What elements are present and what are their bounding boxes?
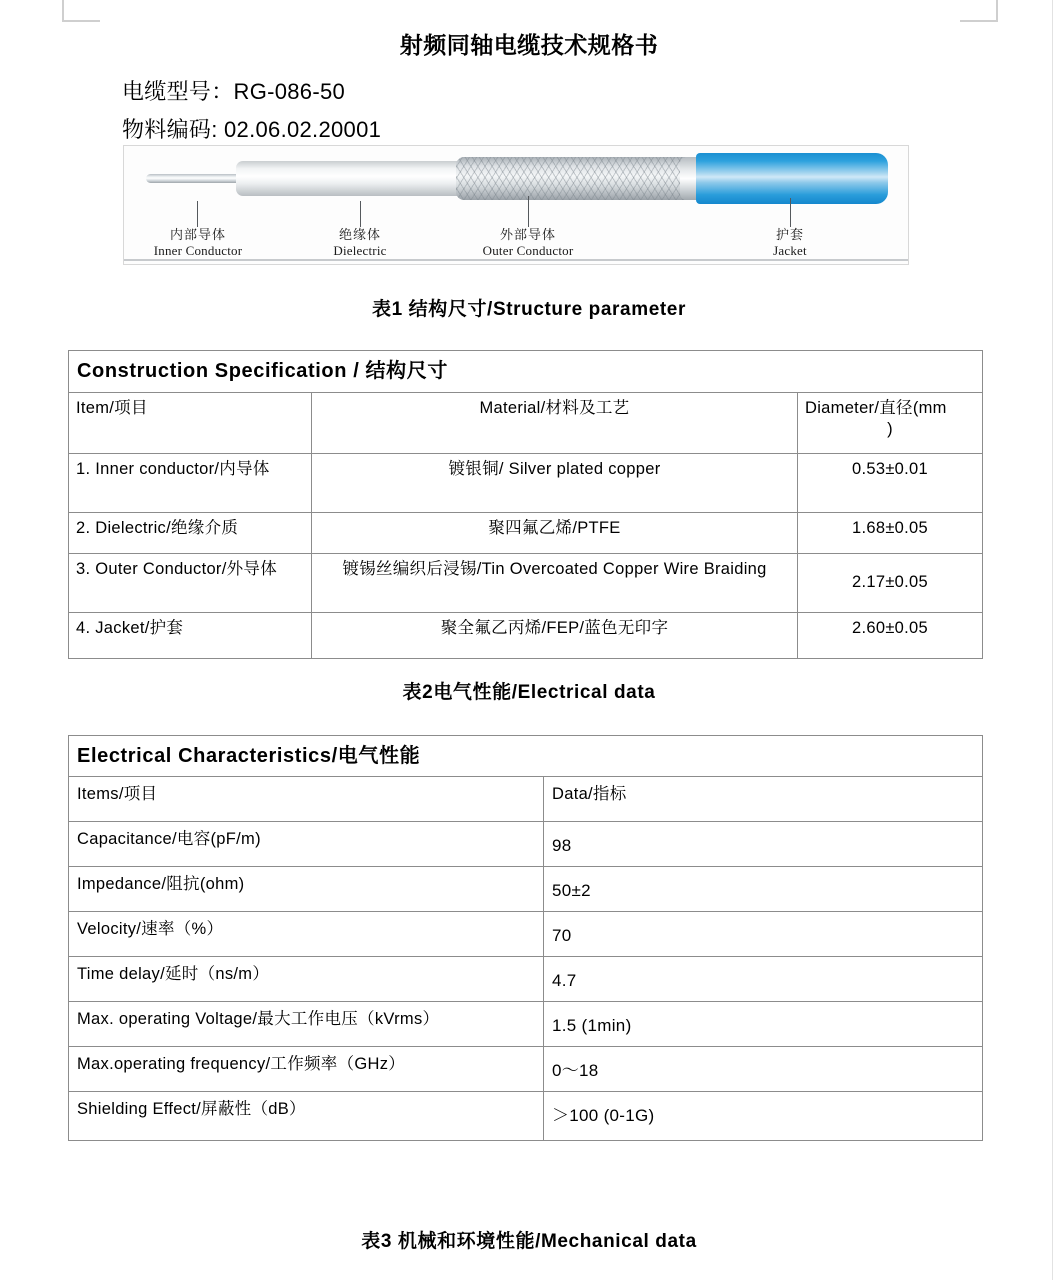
figure-bottom-rule	[124, 259, 908, 261]
table1-caption: 表1 结构尺寸/Structure parameter	[372, 299, 686, 320]
table1-row2-item: 2. Dielectric/绝缘介质	[69, 513, 312, 554]
table1-row3-item: 3. Outer Conductor/外导体	[69, 554, 312, 613]
table2-row5-data: 1.5 (1min)	[544, 1002, 983, 1047]
table2-row6-data: 0～18	[544, 1047, 983, 1092]
material-code-line: 物料编码: 02.06.02.20001	[122, 117, 382, 142]
table2-row4-data: 4.7	[544, 957, 983, 1002]
cable-model-line: 电缆型号：RG-086-50	[122, 79, 346, 104]
figure-label-inner-conductor: 内部导体 Inner Conductor	[153, 228, 243, 259]
table1-banner-row	[69, 351, 983, 393]
table-row	[69, 1092, 983, 1141]
table-row	[69, 1002, 983, 1047]
table1-row3-diameter: 2.17±0.05	[798, 554, 983, 613]
table2-header-items: Items/项目	[69, 777, 544, 822]
document-title: 射频同轴电缆技术规格书	[399, 32, 659, 58]
page-edge-line-right	[1052, 0, 1053, 1280]
figure-label-outer-conductor: 外部导体 Outer Conductor	[482, 228, 574, 259]
table2-row4-item: Time delay/延时（ns/m）	[69, 957, 544, 1002]
table1-header-row	[69, 393, 983, 454]
table1-header-material: Material/材料及工艺	[312, 393, 798, 454]
table1-header-diameter: Diameter/直径(mm )	[798, 393, 983, 454]
table-row	[69, 867, 983, 912]
table1-row1-diameter: 0.53±0.01	[798, 454, 983, 513]
table1-row4-diameter: 2.60±0.05	[798, 613, 983, 659]
dielectric-segment	[236, 161, 466, 196]
table1-banner: Construction Specification / 结构尺寸	[69, 351, 983, 393]
table2-row3-data: 70	[544, 912, 983, 957]
table1-header-item: Item/项目	[69, 393, 312, 454]
outer-conductor-braid-segment	[456, 157, 698, 200]
leader-line-jacket	[790, 198, 791, 227]
inner-conductor-segment	[146, 174, 241, 183]
table1-row2-material: 聚四氟乙烯/PTFE	[312, 513, 798, 554]
crop-mark-top-left	[62, 0, 100, 22]
table2-row2-item: Impedance/阻抗(ohm)	[69, 867, 544, 912]
table-row	[69, 454, 983, 513]
table2-header-row	[69, 777, 983, 822]
leader-line-inner-conductor	[197, 201, 198, 227]
table1-row4-item: 4. Jacket/护套	[69, 613, 312, 659]
structure-parameter-table	[68, 350, 983, 659]
table2-banner: Electrical Characteristics/电气性能	[69, 736, 983, 777]
table1-row1-item: 1. Inner conductor/内导体	[69, 454, 312, 513]
table2-row3-item: Velocity/速率（%）	[69, 912, 544, 957]
table2-row1-data: 98	[544, 822, 983, 867]
crop-mark-top-right	[960, 0, 998, 22]
table2-row1-item: Capacitance/电容(pF/m)	[69, 822, 544, 867]
table-row	[69, 1047, 983, 1092]
table2-row6-item: Max.operating frequency/工作频率（GHz）	[69, 1047, 544, 1092]
table-row	[69, 613, 983, 659]
table2-row7-item: Shielding Effect/屏蔽性（dB）	[69, 1092, 544, 1141]
electrical-data-table	[68, 735, 983, 1141]
jacket-segment	[696, 153, 888, 204]
coaxial-cable-diagram	[123, 145, 909, 265]
figure-label-jacket: 护套 Jacket	[773, 228, 807, 259]
table-row	[69, 513, 983, 554]
table-row	[69, 822, 983, 867]
table2-caption: 表2电气性能/Electrical data	[402, 682, 656, 703]
table2-row5-item: Max. operating Voltage/最大工作电压（kVrms）	[69, 1002, 544, 1047]
table-row	[69, 554, 983, 613]
table2-banner-row	[69, 736, 983, 777]
table-row	[69, 957, 983, 1002]
table1-row1-material: 镀银铜/ Silver plated copper	[312, 454, 798, 513]
leader-line-outer-conductor	[528, 196, 529, 227]
table1-row4-material: 聚全氟乙丙烯/FEP/蓝色无印字	[312, 613, 798, 659]
table1-row2-diameter: 1.68±0.05	[798, 513, 983, 554]
table-row	[69, 912, 983, 957]
table2-row2-data: 50±2	[544, 867, 983, 912]
leader-line-dielectric	[360, 201, 361, 227]
table2-header-data: Data/指标	[544, 777, 983, 822]
table2-row7-data: ＞100 (0-1G)	[544, 1092, 983, 1141]
table1-row3-material: 镀锡丝编织后浸锡/Tin Overcoated Copper Wire Braiding	[312, 554, 798, 613]
table3-caption: 表3 机械和环境性能/Mechanical data	[361, 1231, 697, 1252]
figure-label-dielectric: 绝缘体 Dielectric	[333, 228, 387, 259]
